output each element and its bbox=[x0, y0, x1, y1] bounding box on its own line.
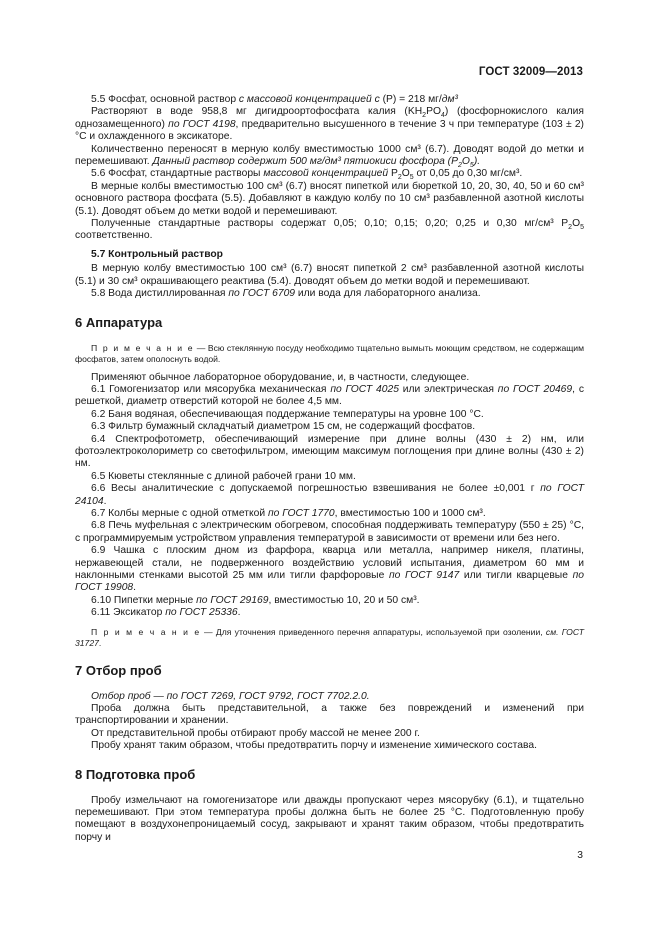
clause-5-7-title: 5.7 Контрольный раствор bbox=[91, 248, 223, 260]
clause-6-11: 6.11 Эксикатор по ГОСТ 25336. bbox=[91, 607, 241, 619]
clause-5-5-text-2: Количественно переносят в мерную колбу вместимостью 1000 см³ (6.7). Доводят водой до метки и перемешивают. Данный раствор содержит 500 мг/дм³ пятиокиси фосфора $(P_2O_5)$. bbox=[75, 143, 584, 170]
section-8-heading: 8 Подготовка проб bbox=[75, 766, 196, 782]
clause-5-6-text-2: Полученные стандартные растворы содержат 0,05; 0,10; 0,15; 0,20; 0,25 и 0,30 мг/см³ $P_2O_5$ соответственно. bbox=[75, 218, 584, 242]
clause-5-7-text: В мерную колбу вместимостью 100 см³ (6.7) вносят пипеткой 2 см³ разбавленной азотной кислоты (5.1) и 30 см³ окрашивающего реактива (5.4). Доводят объем до метки водой и перемешивают. bbox=[75, 263, 584, 287]
clause-6-5: 6.5 Кюветы стеклянные с длиной рабочей грани 10 мм. bbox=[91, 470, 356, 482]
section-7-heading: 7 Отбор проб bbox=[75, 662, 162, 678]
clause-6-1: 6.1 Гомогенизатор или мясорубка механическая по ГОСТ 4025 или электрическая по ГОСТ 20469, с решеткой, диаметр отверстий которой не более 4,5 мм. bbox=[75, 383, 584, 408]
clause-5-8: 5.8 Вода дистиллированная по ГОСТ 6709 или вода для лабораторного анализа. bbox=[91, 288, 481, 300]
section-7-text-3: От представительной пробы отбирают пробу массой не менее 200 г. bbox=[91, 727, 420, 739]
section-6-note-2: П р и м е ч а н и е — Для уточнения приведенного перечня аппаратуры, используемой при озолении, см. ГОСТ 31727. bbox=[75, 626, 584, 648]
document-body bbox=[75, 94, 584, 844]
clause-6-2: 6.2 Баня водяная, обеспечивающая поддержание температуры на уровне 100 °С. bbox=[91, 408, 484, 420]
clause-5-6-text: В мерные колбы вместимостью 100 см³ (6.7) вносят пипеткой или бюреткой 10, 20, 30, 40, 50 и 60 см³ основного раствора фосфата (5.5). Добавляют в каждую колбу по 10 см³ разбавленной азотной кислоты (5.1). Доводят объем до метки водой и перемешивают. bbox=[75, 180, 584, 217]
section-6-heading: 6 Аппаратура bbox=[75, 314, 163, 330]
clause-5-5-text: Растворяют в воде 958,8 мг дигидроортофосфата калия $(KH_2PO_4)$ (фосфорнокислого калия однозамещенного) по ГОСТ 4198, предварительно высушенного в течение 3 ч при температуре (103 ± 2) °С и охлажденного в эксикаторе. bbox=[75, 106, 584, 143]
section-8-text-1: Пробу измельчают на гомогенизаторе или дважды пропускают через мясорубку (6.1), и тщательно перемешивают. При этом температура пробы должна быть не более 25 °С. Подготовленную пробу помещают в воздухонепроницаемый сосуд, закрывают и хранят таким образом, чтобы предотвратить порчу и bbox=[75, 794, 584, 843]
clause-5-5-title: 5.5 Фосфат, основной раствор с массовой концентрацией с (P) = 218 мг/дм³ bbox=[91, 94, 458, 105]
clause-6-10: 6.10 Пипетки мерные по ГОСТ 29169, вместимостью 10, 20 и 50 см³. bbox=[91, 594, 420, 606]
clause-6-6: 6.6 Весы аналитические с допускаемой погрешностью взвешивания не более ±0,001 г по ГОСТ 24104. bbox=[75, 483, 585, 507]
page-number: 3 bbox=[577, 850, 583, 861]
section-6-intro: Применяют обычное лабораторное оборудование, и, в частности, следующее. bbox=[91, 371, 470, 383]
clause-6-8: 6.8 Печь муфельная с электрическим обогревом, способная поддерживать температуру (550 ± 25) °С, с программируемым устройством управления температурой в зависимости от времени или без него. bbox=[75, 520, 584, 544]
document-id: ГОСТ 32009—2013 bbox=[478, 66, 583, 78]
section-7-text-1: Отбор проб — по ГОСТ 7269, ГОСТ 9792, ГОСТ 7702.2.0. bbox=[91, 690, 370, 702]
clause-6-4: 6.4 Спектрофотометр, обеспечивающий измерение при длине волны (430 ± 2) нм, или фотоэлектроколориметр со светофильтром, имеющим максимум поглощения при длине волны (430 ± 2) нм. bbox=[75, 433, 584, 470]
clause-6-9: 6.9 Чашка с плоским дном из фарфора, кварца или металла, например никеля, платины, нержавеющей стали, не подверженного воздействию условий испытания, диаметром 60 мм и наклонными стенками высотой 25 мм или тигли фарфоровые по ГОСТ 9147 или тигли кварцевые по ГОСТ 19908. bbox=[75, 545, 584, 594]
section-6-note: П р и м е ч а н и е — Всю стеклянную посуду необходимо тщательно вымыть моющим средством, не содержащим фосфатов, затем ополоснуть водой. bbox=[75, 342, 584, 364]
section-7-text-2: Проба должна быть представительной, а также без повреждений и изменений при транспортировании и хранении. bbox=[75, 703, 584, 727]
clause-6-3: 6.3 Фильтр бумажный складчатый диаметром 15 см, не содержащий фосфатов. bbox=[91, 421, 476, 433]
clause-5-6-title: 5.6 Фосфат, стандартные растворы массовой концентрацией $P_2O_5$ от 0,05 до 0,30 мг/см³. bbox=[91, 168, 523, 182]
clause-6-7: 6.7 Колбы мерные с одной отметкой по ГОСТ 1770, вместимостью 100 и 1000 см³. bbox=[91, 507, 486, 519]
section-7-text-4: Пробу хранят таким образом, чтобы предотвратить порчу и изменение химического состава. bbox=[91, 740, 537, 752]
